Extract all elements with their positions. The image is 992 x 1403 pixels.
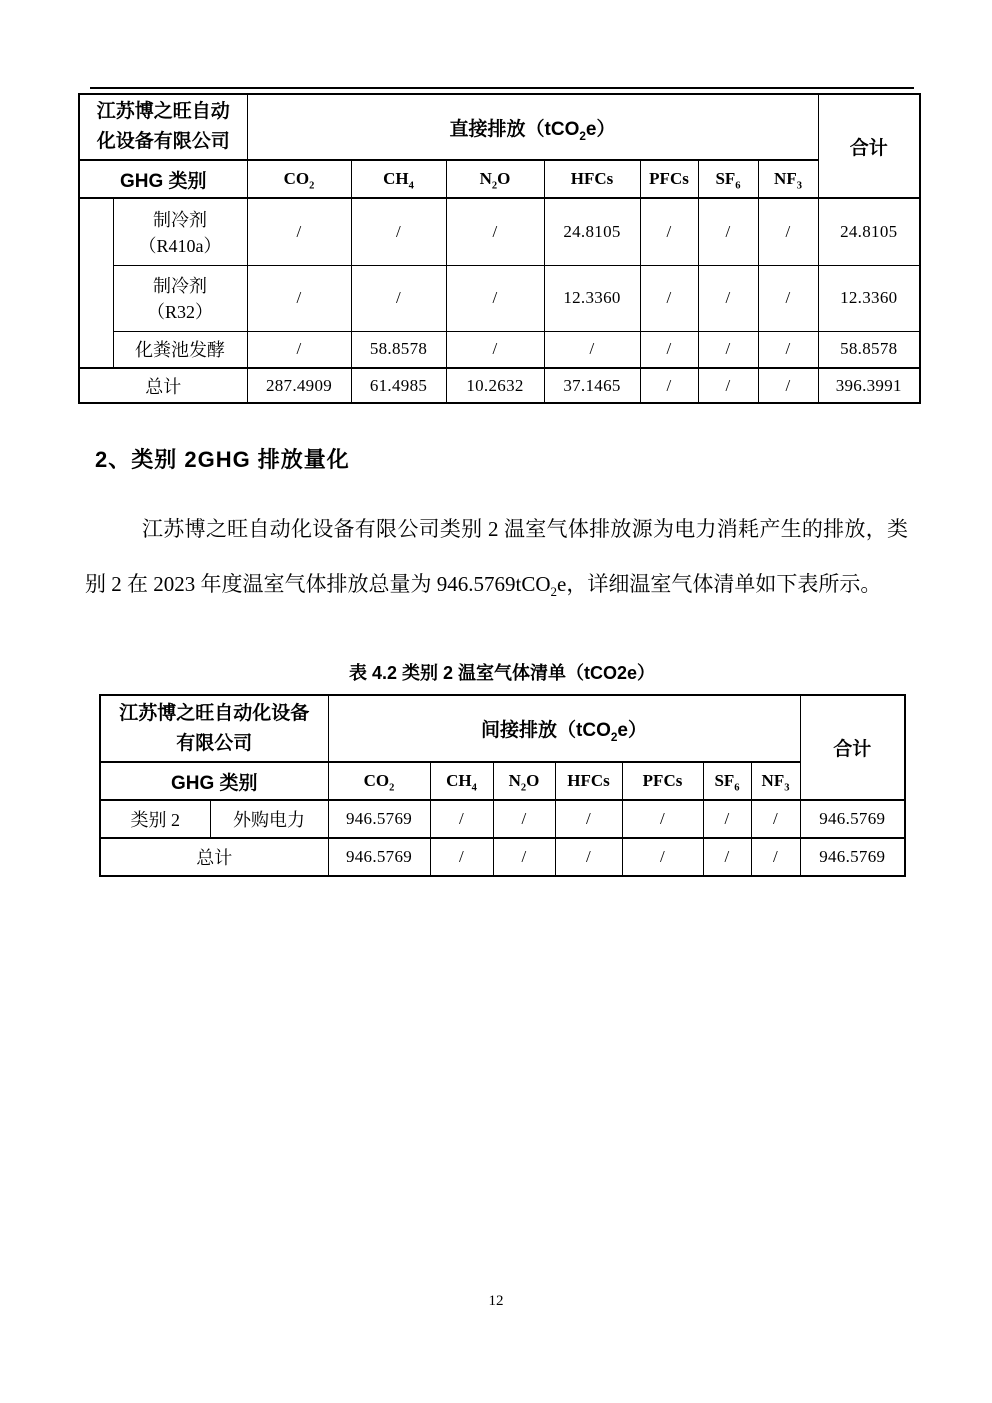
table2-ghg-category-label: GHG 类别	[100, 762, 328, 800]
value-cell: /	[758, 265, 818, 331]
value-cell: /	[751, 800, 800, 838]
total-value-cell: 37.1465	[544, 368, 640, 403]
value-cell: /	[544, 331, 640, 368]
value-cell: /	[698, 265, 758, 331]
value-cell: 946.5769	[328, 800, 430, 838]
table-row	[79, 198, 920, 265]
value-cell: /	[446, 198, 544, 265]
row-label-refrigerant-r410a: 制冷剂 （R410a）	[113, 198, 247, 265]
company-name-line1: 江苏博之旺自动化设备	[119, 702, 310, 724]
total-value-cell: /	[430, 838, 493, 876]
table2-gas-co2-header: $CO_2$	[328, 762, 430, 800]
value-cell: /	[555, 800, 622, 838]
value-cell: /	[640, 265, 698, 331]
table-row-total	[79, 368, 920, 403]
grand-total-cell: 946.5769	[800, 838, 905, 876]
direct-emissions-subscript: 2	[579, 129, 586, 143]
value-cell: /	[698, 331, 758, 368]
total-value-cell: 61.4985	[351, 368, 446, 403]
table-row-total	[100, 838, 905, 876]
paragraph-text: 江苏博之旺自动化设备有限公司类别 2 温室气体排放源为电力消耗产生的排放，类别 2 在 2023 年度温室气体排放总量为 946.5769tCO	[85, 517, 908, 596]
row-label-purchased-electricity: 外购电力	[210, 800, 328, 838]
value-cell: /	[446, 265, 544, 331]
total-value-cell: /	[703, 838, 751, 876]
body-paragraph	[85, 502, 908, 612]
total-value-cell: /	[493, 838, 555, 876]
table2-total-row-label: 总计	[100, 838, 328, 876]
value-cell: /	[622, 800, 703, 838]
total-value-cell: /	[555, 838, 622, 876]
table2-indirect-emissions-header	[328, 695, 800, 762]
table-row	[79, 331, 920, 368]
total-value-cell: /	[622, 838, 703, 876]
row-total-cell: 946.5769	[800, 800, 905, 838]
row-total-cell: 12.3360	[818, 265, 920, 331]
table2-gas-nf3-header: $NF_3$	[751, 762, 800, 800]
value-cell: /	[446, 331, 544, 368]
table1-gas-nf3-header: $NF_3$	[758, 160, 818, 198]
indirect-emissions-subscript: 2	[610, 730, 618, 744]
grand-total-cell: 396.3991	[818, 368, 920, 403]
row-label-category-2: 类别 2	[100, 800, 210, 838]
value-cell: 24.8105	[544, 198, 640, 265]
indirect-emissions-label: 间接排放（tCO	[481, 720, 611, 741]
table2-gas-ch4-header: $CH_4$	[430, 762, 493, 800]
table-row	[79, 265, 920, 331]
row-label-septic-tank: 化粪池发酵	[113, 331, 247, 368]
table1-gas-n2o-header: $N_2O$	[446, 160, 544, 198]
indirect-emissions-label-end: e）	[617, 720, 647, 741]
value-cell: 58.8578	[351, 331, 446, 368]
table2-gas-sf6-header: $SF_6$	[703, 762, 751, 800]
indirect-emissions-table	[99, 694, 906, 877]
value-cell: /	[247, 331, 351, 368]
total-value-cell: 10.2632	[446, 368, 544, 403]
value-cell: /	[758, 331, 818, 368]
value-cell: /	[351, 265, 446, 331]
table1-gas-sf6-header: $SF_6$	[698, 160, 758, 198]
direct-emissions-label: 直接排放（tCO	[449, 118, 580, 140]
table1-company-name	[79, 94, 247, 160]
total-value-cell: /	[751, 838, 800, 876]
value-cell: /	[247, 265, 351, 331]
table-row	[100, 800, 905, 838]
table2-gas-pfcs-header: PFCs	[622, 762, 703, 800]
top-divider-rule	[90, 87, 914, 89]
total-value-cell: 287.4909	[247, 368, 351, 403]
company-name-line1: 江苏博之旺自动	[96, 101, 230, 122]
paragraph-text-end: e，详细温室气体清单如下表所示。	[557, 572, 882, 596]
table2-gas-n2o-header: $N_2O$	[493, 762, 555, 800]
table1-gas-pfcs-header: PFCs	[640, 160, 698, 198]
value-cell: /	[640, 198, 698, 265]
table1-gas-co2-header: $CO_2$	[247, 160, 351, 198]
table2-caption: 表 4.2 类别 2 温室气体清单（tCO2e）	[348, 663, 656, 683]
value-cell: /	[493, 800, 555, 838]
table1-ghg-category-label: GHG 类别	[79, 160, 247, 198]
table1-gas-hfcs-header: HFCs	[544, 160, 640, 198]
paragraph-subscript: 2	[550, 584, 558, 600]
value-cell: /	[698, 198, 758, 265]
total-value-cell: /	[698, 368, 758, 403]
value-cell: /	[351, 198, 446, 265]
total-value-cell: 946.5769	[328, 838, 430, 876]
value-cell: /	[247, 198, 351, 265]
table1-total-row-label: 总计	[79, 368, 247, 403]
row-total-cell: 24.8105	[818, 198, 920, 265]
table1-total-column-header: 合计	[818, 94, 920, 198]
table2-gas-hfcs-header: HFCs	[555, 762, 622, 800]
table1-direct-emissions-header	[247, 94, 818, 160]
page-number: 12	[488, 1293, 504, 1309]
row-total-cell: 58.8578	[818, 331, 920, 368]
value-cell: /	[703, 800, 751, 838]
table1-gas-ch4-header: $CH_4$	[351, 160, 446, 198]
value-cell: /	[640, 331, 698, 368]
value-cell: /	[430, 800, 493, 838]
value-cell: /	[758, 198, 818, 265]
table1-category-spacer-cell	[79, 198, 113, 368]
company-name-line2: 有限公司	[176, 732, 253, 754]
total-value-cell: /	[640, 368, 698, 403]
value-cell: 12.3360	[544, 265, 640, 331]
total-value-cell: /	[758, 368, 818, 403]
direct-emissions-table	[78, 93, 921, 404]
row-label-refrigerant-r32: 制冷剂 （R32）	[113, 265, 247, 331]
table2-company-name	[100, 695, 328, 762]
direct-emissions-label-end: e）	[585, 118, 616, 140]
company-name-line2: 化设备有限公司	[96, 131, 230, 152]
section-heading: 2、类别 2GHG 排放量化	[95, 447, 350, 472]
table2-total-column-header: 合计	[800, 695, 905, 800]
